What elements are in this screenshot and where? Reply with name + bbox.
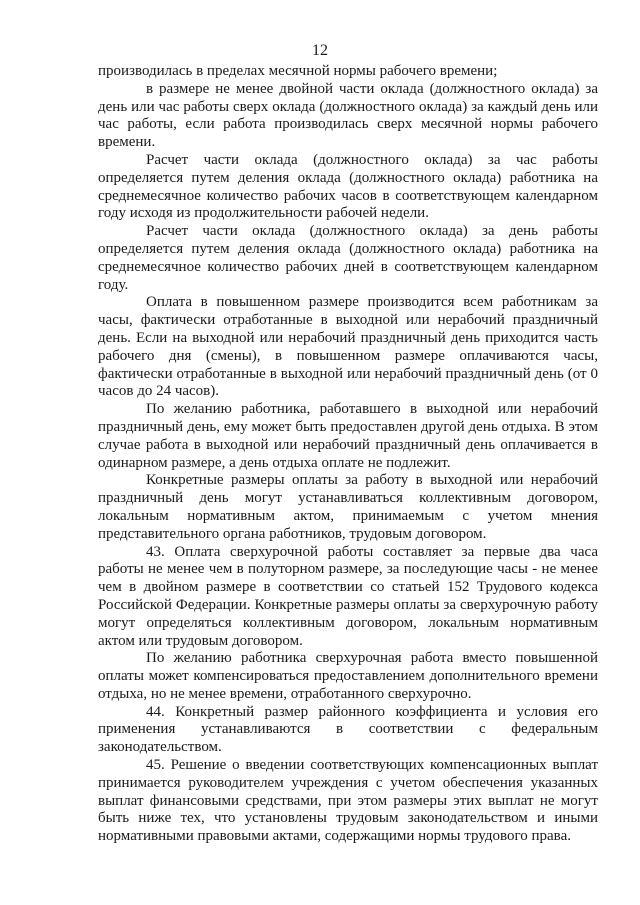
paragraph-specific-amounts: Конкретные размеры оплаты за работу в выходной или нерабочий праздничный день могут устанавливаться коллективным договором, локальным нормативным актом, принимаемым с учетом мнения представительного органа работников, трудовым договором. (98, 472, 598, 542)
document-body (98, 63, 598, 846)
paragraph-44-regional-coefficient: 44. Конкретный размер районного коэффициента и условия его применения устанавливаются в соответствии с федеральным законодательством. (98, 703, 598, 756)
paragraph-43-overtime: 43. Оплата сверхурочной работы составляет за первые два часа работы не менее чем в полуторном размере, за последующие часы - не менее чем в двойном размере в соответствии со статьей 152 Трудового кодекса Российской Федерации. Конкретные размеры оплаты за сверхурочную работу могут определяться коллективным договором, локальным нормативным актом или трудовым договором. (98, 543, 598, 649)
paragraph-hourly-calculation: Расчет части оклада (должностного оклада) за час работы определяется путем деления оклада (должностного оклада) работника на среднемесячное количество рабочих часов в соответствующем календарном году исходя из продолжительности рабочей недели. (98, 151, 598, 222)
paragraph-daily-calculation: Расчет части оклада (должностного оклада) за день работы определяется путем деления оклада (должностного оклада) работника на среднемесячное количество рабочих дней в соответствующем календарном году. (98, 223, 598, 293)
paragraph-continuation: производилась в пределах месячной нормы рабочего времени; (98, 63, 498, 79)
paragraph-day-off: По желанию работника, работавшего в выходной или нерабочий праздничный день, ему может быть предоставлен другой день отдыха. В этом случае работа в выходной или нерабочий праздничный день оплачивается в одинарном размере, а день отдыха оплате не подлежит. (98, 401, 598, 471)
paragraph-increased-pay: Оплата в повышенном размере производится всем работникам за часы, фактически отработанные в выходной или нерабочий праздничный день. Если на выходной или нерабочий праздничный день приходится часть рабочего дня (смены), в повышенном размере оплачиваются часы, фактически отработанные в выходной или нерабочий праздничный день (от 0 часов до 24 часов). (98, 294, 598, 400)
paragraph-double-rate: в размере не менее двойной части оклада (должностного оклада) за день или час работы сверх оклада (должностного оклада) за каждый день или час работы, если работа производилась сверх месячной нормы рабочего времени. (98, 80, 598, 151)
paragraph-overtime-compensation: По желанию работника сверхурочная работа вместо повышенной оплаты может компенсироваться предоставлением дополнительного времени отдыха, но не менее времени, отработанного сверхурочно. (98, 650, 598, 702)
paragraph-45-compensation-decision: 45. Решение о введении соответствующих компенсационных выплат принимается руководителем учреждения с учетом обеспечения указанных выплат финансовыми средствами, при этом размеры этих выплат не могут быть ниже тех, что установлены трудовым законодательством и иными нормативными правовыми актами, содержащими нормы трудового права. (98, 757, 598, 845)
page-number: 12 (312, 42, 328, 59)
